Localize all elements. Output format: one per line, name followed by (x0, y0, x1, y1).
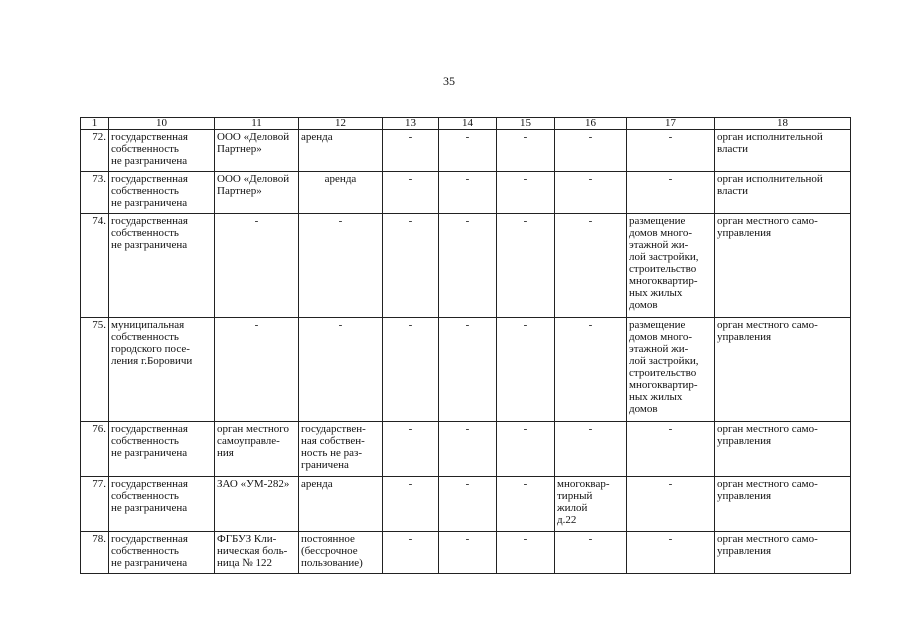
col-14-cell: - (439, 422, 497, 477)
right-type-cell: постоянное (бессрочное пользование) (299, 532, 383, 574)
table-row (81, 318, 851, 422)
col-13-cell: - (383, 477, 439, 532)
col-14-cell: - (439, 532, 497, 574)
holder-cell: орган местного самоуправле- ния (215, 422, 299, 477)
row-number: 76. (81, 422, 109, 477)
table-row (81, 214, 851, 318)
right-type-cell: - (299, 318, 383, 422)
authority-cell: орган местного само- управления (715, 477, 851, 532)
col-14-cell: - (439, 172, 497, 214)
col-17-cell: - (627, 422, 715, 477)
header-col-13: 13 (383, 118, 439, 130)
page-number: 35 (443, 74, 455, 88)
header-col-11: 11 (215, 118, 299, 130)
holder-cell: - (215, 318, 299, 422)
col-15-cell: - (497, 172, 555, 214)
ownership-cell: государственная собственность не разграничена (109, 172, 215, 214)
table-row (81, 422, 851, 477)
col-14-cell: - (439, 477, 497, 532)
header-row (81, 118, 851, 130)
col-16-cell: - (555, 130, 627, 172)
right-type-cell: - (299, 214, 383, 318)
ownership-cell: государственная собственность не разграничена (109, 130, 215, 172)
table-row (81, 172, 851, 214)
col-14-cell: - (439, 130, 497, 172)
right-type-cell: аренда (299, 172, 383, 214)
authority-cell: орган исполнительной власти (715, 172, 851, 214)
col-13-cell: - (383, 422, 439, 477)
ownership-cell: государственная собственность не разграничена (109, 422, 215, 477)
col-15-cell: - (497, 214, 555, 318)
right-type-cell: аренда (299, 477, 383, 532)
table-row (81, 477, 851, 532)
authority-cell: орган местного само- управления (715, 422, 851, 477)
ownership-cell: государственная собственность не разграничена (109, 477, 215, 532)
col-13-cell: - (383, 214, 439, 318)
col-17-cell: - (627, 532, 715, 574)
row-number: 78. (81, 532, 109, 574)
right-type-cell: государствен- ная собствен- ность не раз- граничена (299, 422, 383, 477)
holder-cell: ООО «Деловой Партнер» (215, 130, 299, 172)
holder-cell: ООО «Деловой Партнер» (215, 172, 299, 214)
row-number: 74. (81, 214, 109, 318)
col-15-cell: - (497, 422, 555, 477)
header-col-18: 18 (715, 118, 851, 130)
header-col-12: 12 (299, 118, 383, 130)
authority-cell: орган местного само- управления (715, 214, 851, 318)
col-13-cell: - (383, 532, 439, 574)
right-type-cell: аренда (299, 130, 383, 172)
row-number: 75. (81, 318, 109, 422)
holder-cell: - (215, 214, 299, 318)
col-15-cell: - (497, 477, 555, 532)
holder-cell: ЗАО «УМ-282» (215, 477, 299, 532)
ownership-cell: муниципальная собственность городского посе- ления г.Боровичи (109, 318, 215, 422)
permitted-use-cell: размещение домов много- этажной жи- лой застройки, строительство многоквартир- ных жилых домов (627, 318, 715, 422)
col-13-cell: - (383, 318, 439, 422)
header-col-17: 17 (627, 118, 715, 130)
header-col-14: 14 (439, 118, 497, 130)
col-16-cell: - (555, 214, 627, 318)
col-13-cell: - (383, 130, 439, 172)
table-row (81, 532, 851, 574)
col-15-cell: - (497, 318, 555, 422)
col-16-cell: - (555, 318, 627, 422)
col-13-cell: - (383, 172, 439, 214)
col-16-cell: - (555, 422, 627, 477)
col-15-cell: - (497, 532, 555, 574)
table-row (81, 130, 851, 172)
row-number: 73. (81, 172, 109, 214)
table-header (81, 118, 851, 130)
object-cell: многоквар- тирный жилой д.22 (555, 477, 627, 532)
header-col-10: 10 (109, 118, 215, 130)
row-number: 77. (81, 477, 109, 532)
header-col-16: 16 (555, 118, 627, 130)
header-col-1: 1 (81, 118, 109, 130)
authority-cell: орган местного само- управления (715, 318, 851, 422)
permitted-use-cell: размещение домов много- этажной жи- лой застройки, строительство многоквартир- ных жилых домов (627, 214, 715, 318)
authority-cell: орган исполнительной власти (715, 130, 851, 172)
ownership-cell: государственная собственность не разграничена (109, 532, 215, 574)
row-number: 72. (81, 130, 109, 172)
col-17-cell: - (627, 130, 715, 172)
authority-cell: орган местного само- управления (715, 532, 851, 574)
col-17-cell: - (627, 477, 715, 532)
registry-table (80, 117, 851, 574)
col-16-cell: - (555, 172, 627, 214)
col-17-cell: - (627, 172, 715, 214)
header-col-15: 15 (497, 118, 555, 130)
col-16-cell: - (555, 532, 627, 574)
holder-cell: ФГБУЗ Кли- ническая боль- ница № 122 (215, 532, 299, 574)
col-15-cell: - (497, 130, 555, 172)
col-14-cell: - (439, 214, 497, 318)
ownership-cell: государственная собственность не разграничена (109, 214, 215, 318)
col-14-cell: - (439, 318, 497, 422)
